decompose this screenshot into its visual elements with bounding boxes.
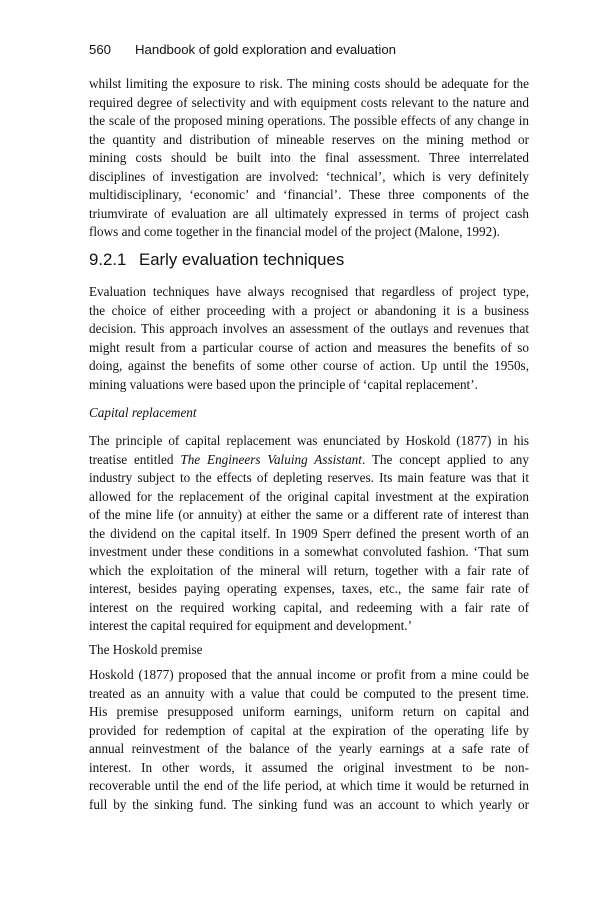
text-line: provided for redemption of capital at the expiration of the operating life by [89, 722, 529, 738]
text-line-with-citation [89, 451, 529, 470]
running-head [89, 42, 529, 57]
text-line: annual reinvestment of the balance of the yearly earnings at a safe rate of [89, 741, 529, 756]
text-line: the choice of either proceeding with a project or abandoning it is a business [89, 302, 529, 318]
text-line: might result from a particular course of action and measures the benefits of so [89, 339, 529, 355]
section-number: 9.2.1 [89, 250, 127, 269]
text-line: triumvirate of evaluation are all ultimately expressed in terms of project cash [89, 205, 529, 221]
book-citation: The Engineers Valuing Assistant [180, 451, 362, 467]
text-line: the dividend on the capital itself. In 1909 Sperr defined the present worth of an [89, 525, 529, 541]
paragraph-hoskold-premise [89, 666, 529, 814]
text-line: Evaluation techniques have always recognised that regardless of project type, [89, 284, 529, 299]
text-line: interest. In other words, it assumed the original investment to be non- [89, 759, 529, 775]
text-line: industry subject to the effects of depleting reserves. Its main feature was that it [89, 470, 529, 485]
text-line: of the mine life (or annuity) at either the same or a different rate of interest than [89, 507, 529, 522]
text-fragment: . The concept applied to any [361, 451, 529, 467]
text-line: The principle of capital replacement was enunciated by Hoskold (1877) in his [89, 433, 529, 448]
text-line: recoverable until the end of the life period, at which time it would be returned in [89, 778, 529, 793]
page-number: 560 [89, 42, 112, 57]
text-line: the quantity and distribution of mineable reserves on the mining method or [89, 131, 529, 147]
text-line: interest on the required working capital, and redeeming with a fair rate of [89, 599, 529, 615]
text-line: multidisciplinary, ‘economic’ and ‘financial’. These three components of the [89, 187, 529, 202]
text-line: allowed for the replacement of the original capital investment at the expiration [89, 488, 529, 504]
paragraph-intro [89, 75, 529, 242]
subsection-title-capital-replacement: Capital replacement [89, 405, 197, 420]
section-title: Early evaluation techniques [139, 250, 345, 269]
paragraph-capital-replacement [89, 432, 529, 636]
book-title: Handbook of gold exploration and evaluation [135, 42, 397, 57]
text-line: mining valuations were based upon the principle of ‘capital replacement’. [89, 376, 478, 392]
text-line: doing, against the benefits of some other course of action. Up until the 1950s, [89, 358, 529, 373]
text-line: mining costs should be built into the final assessment. Three interrelated [89, 150, 529, 165]
subsection-title-hoskold-premise: The Hoskold premise [89, 642, 203, 657]
text-line: full by the sinking fund. The sinking fund was an account to which yearly or [89, 796, 529, 812]
paragraph-evaluation [89, 283, 529, 394]
text-line: required degree of selectivity and with equipment costs relevant to the nature and [89, 94, 529, 110]
text-line: decision. This approach involves an assessment of the outlays and revenues that [89, 321, 529, 336]
text-line: which the exploitation of the mineral will return, together with a fair rate of [89, 562, 529, 578]
text-line: Hoskold (1877) proposed that the annual income or profit from a mine could be [89, 667, 529, 682]
text-line: the scale of the proposed mining operations. The possible effects of any change in [89, 113, 529, 128]
text-fragment: treatise entitled [89, 451, 181, 467]
text-line: interest the capital required for equipment and development.’ [89, 618, 412, 633]
text-line: interest, besides paying operating expenses, taxes, etc., the same fair rate of [89, 581, 529, 596]
text-line: His premise presupposed uniform earnings, uniform return on capital and [89, 704, 529, 719]
text-line: disciplines of investigation are involved: ‘technical’, which is very definitely [89, 168, 529, 184]
text-line: whilst limiting the exposure to risk. The mining costs should be adequate for the [89, 76, 529, 91]
section-heading [89, 250, 344, 270]
text-line: flows and come together in the financial model of the project (Malone, 1992). [89, 224, 500, 239]
text-line: investment under these conditions in a somewhat convoluted fashion. ‘That sum [89, 544, 529, 559]
text-line: treated as an annuity with a value that could be computed to the present time. [89, 685, 529, 701]
